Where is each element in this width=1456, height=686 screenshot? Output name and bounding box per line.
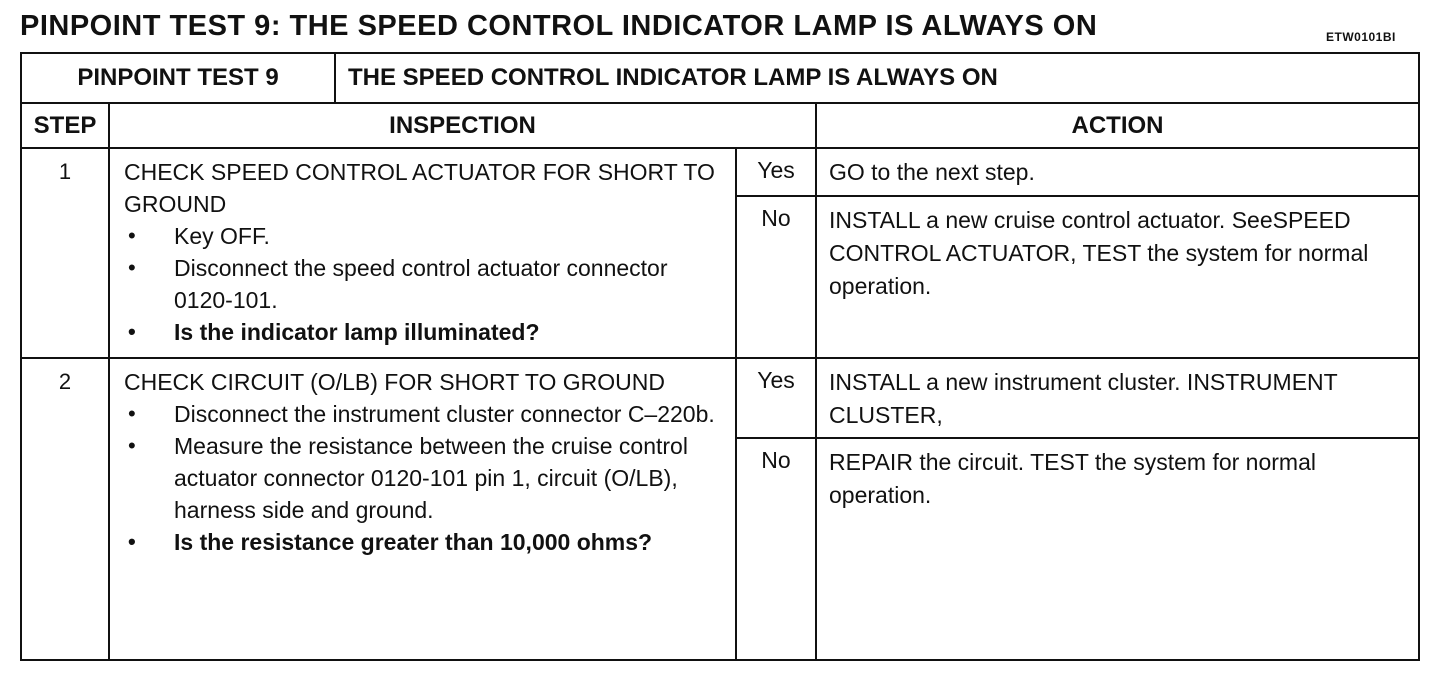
step-bullets: [124, 398, 725, 558]
yes-label: Yes: [736, 358, 816, 438]
yes-action: GO to the next step.: [816, 148, 1419, 196]
test-header-row: [21, 53, 1419, 103]
step-bullets: [124, 220, 725, 348]
no-label: No: [736, 196, 816, 358]
bullet-question: • Is the indicator lamp illuminated?: [124, 316, 725, 348]
page-title: PINPOINT TEST 9: THE SPEED CONTROL INDICATOR LAMP IS ALWAYS ON: [20, 10, 1098, 42]
no-action: REPAIR the circuit. TEST the system for normal operation.: [816, 438, 1419, 660]
bullet-item: • Disconnect the speed control actuator connector 0120-101.: [124, 252, 725, 316]
bullet-item: • Key OFF.: [124, 220, 725, 252]
bullet-item: • Measure the resistance between the cruise control actuator connector 0120-101 pin 1, circuit (O/LB), harness side and ground.: [124, 430, 725, 526]
column-header-row: [21, 103, 1419, 148]
column-header-step: STEP: [21, 103, 109, 148]
step-heading: CHECK CIRCUIT (O/LB) FOR SHORT TO GROUND: [124, 369, 665, 395]
test-label: PINPOINT TEST 9: [21, 53, 335, 103]
step-1-yes-row: [21, 148, 1419, 196]
step-number: 1: [21, 148, 109, 358]
column-header-action: ACTION: [816, 103, 1419, 148]
step-2-yes-row: [21, 358, 1419, 438]
figure-code: ETW0101BI: [1326, 30, 1396, 44]
step-number: 2: [21, 358, 109, 660]
test-title: THE SPEED CONTROL INDICATOR LAMP IS ALWAYS ON: [335, 53, 1419, 103]
step-heading: CHECK SPEED CONTROL ACTUATOR FOR SHORT TO GROUND: [124, 159, 715, 217]
bullet-item: • Disconnect the instrument cluster connector C–220b.: [124, 398, 725, 430]
no-label: No: [736, 438, 816, 660]
step-inspection: [109, 358, 736, 660]
step-inspection: [109, 148, 736, 358]
bullet-question: • Is the resistance greater than 10,000 ohms?: [124, 526, 725, 558]
yes-action: INSTALL a new instrument cluster. INSTRUMENT CLUSTER,: [816, 358, 1419, 438]
column-header-inspection: INSPECTION: [109, 103, 816, 148]
no-action: INSTALL a new cruise control actuator. SeeSPEED CONTROL ACTUATOR, TEST the system for normal operation.: [816, 196, 1419, 358]
yes-label: Yes: [736, 148, 816, 196]
pinpoint-test-table: [20, 52, 1420, 661]
